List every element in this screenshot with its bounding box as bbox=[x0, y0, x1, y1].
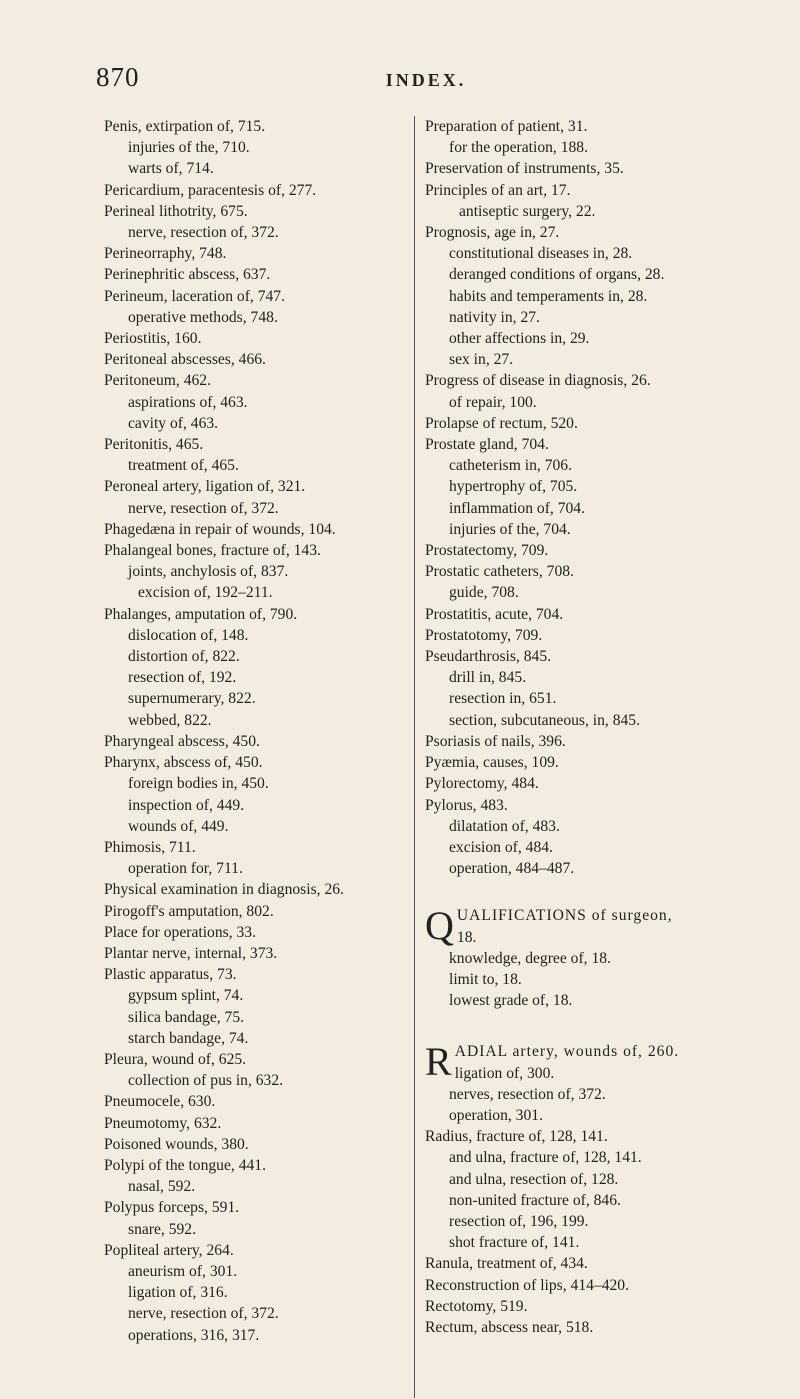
index-entry: Preparation of patient, 31. bbox=[425, 118, 588, 135]
index-subentry: hypertrophy of, 705. bbox=[449, 478, 578, 496]
index-entry: Pseudarthrosis, 845. bbox=[425, 648, 552, 666]
index-entry: Popliteal artery, 264. bbox=[104, 1241, 234, 1259]
index-entry: Plastic apparatus, 73. bbox=[104, 966, 237, 984]
index-entry: Prostatic catheters, 708. bbox=[425, 563, 574, 581]
index-subentry: operation, 301. bbox=[449, 1106, 543, 1124]
index-subentry: sex in, 27. bbox=[449, 351, 514, 369]
index-subentry: excision of, 484. bbox=[449, 838, 553, 856]
index-subentry: gypsum splint, 74. bbox=[128, 987, 244, 1005]
index-entry: Pylorectomy, 484. bbox=[425, 775, 539, 793]
index-subentry: lowest grade of, 18. bbox=[449, 992, 573, 1010]
index-entry: Perinephritic abscess, 637. bbox=[104, 266, 271, 284]
index-subentry: operations, 316, 317. bbox=[128, 1326, 260, 1344]
index-subentry: constitutional diseases in, 28. bbox=[449, 245, 633, 263]
index-entry: Peritoneal abscesses, 466. bbox=[104, 351, 266, 369]
index-subentry: dislocation of, 148. bbox=[128, 626, 249, 644]
index-subentry: antiseptic surgery, 22. bbox=[459, 202, 596, 220]
index-entry: Phalanges, amputation of, 790. bbox=[104, 605, 298, 623]
index-entry: Pleura, wound of, 625. bbox=[104, 1050, 247, 1068]
index-subentry: aspirations of, 463. bbox=[128, 393, 248, 411]
index-entry: Principles of an art, 17. bbox=[425, 181, 571, 199]
index-subentry: injuries of the, 710. bbox=[128, 139, 250, 157]
index-subentry: cavity of, 463. bbox=[128, 414, 219, 432]
index-entry: Preservation of instruments, 35. bbox=[425, 160, 624, 178]
index-subentry: joints, anchylosis of, 837. bbox=[128, 563, 289, 581]
page-number: 870 bbox=[96, 62, 140, 92]
index-subentry: nerve, resection of, 372. bbox=[128, 499, 279, 517]
index-entry: Pirogoff's amputation, 802. bbox=[104, 902, 274, 920]
index-subentry: and ulna, resection of, 128. bbox=[449, 1170, 619, 1188]
index-subentry: nerve, resection of, 372. bbox=[128, 1305, 279, 1323]
index-subentry: drill in, 845. bbox=[449, 669, 527, 687]
index-entry: Perineum, laceration of, 747. bbox=[104, 287, 286, 305]
index-entry: Phalangeal bones, fracture of, 143. bbox=[104, 542, 321, 560]
index-subentry: distortion of, 822. bbox=[128, 648, 240, 666]
index-entry: Peritoneum, 462. bbox=[104, 372, 211, 390]
index-subentry: wounds of, 449. bbox=[128, 817, 229, 835]
index-entry: Periostitis, 160. bbox=[104, 330, 202, 348]
index-entry: Prostatectomy, 709. bbox=[425, 542, 549, 560]
index-column-right bbox=[414, 116, 755, 1398]
index-subentry: foreign bodies in, 450. bbox=[128, 775, 269, 793]
index-entry: Reconstruction of lips, 414–420. bbox=[425, 1276, 629, 1294]
index-entry: Pericardium, paracentesis of, 277. bbox=[104, 181, 317, 199]
index-subentry: section, subcutaneous, in, 845. bbox=[449, 711, 640, 729]
index-subentry: silica bandage, 75. bbox=[128, 1008, 245, 1026]
index-subentry: operation, 484–487. bbox=[449, 860, 575, 878]
index-entry: Rectotomy, 519. bbox=[425, 1297, 528, 1315]
q-first-line: UALIFICATIONS of surgeon, bbox=[456, 907, 673, 925]
index-entry: Prolapse of rectum, 520. bbox=[425, 414, 578, 432]
index-subentry: warts of, 714. bbox=[128, 160, 214, 178]
index-subentry: nasal, 592. bbox=[128, 1178, 196, 1196]
index-subentry: collection of pus in, 632. bbox=[128, 1072, 284, 1090]
index-entry: Psoriasis of nails, 396. bbox=[425, 732, 566, 750]
index-subentry: for the operation, 188. bbox=[449, 139, 589, 157]
index-entry: Pharyngeal abscess, 450. bbox=[104, 732, 260, 750]
index-subentry: excision of, 192–211. bbox=[138, 584, 273, 602]
r-first-line: ADIAL artery, wounds of, 260. bbox=[454, 1043, 680, 1061]
index-subentry: operation for, 711. bbox=[128, 860, 243, 878]
index-subentry: resection in, 651. bbox=[449, 690, 557, 708]
index-entry: Prostatitis, acute, 704. bbox=[425, 605, 564, 623]
index-subentry: non-united fracture of, 846. bbox=[449, 1191, 621, 1209]
dropcap-r: R bbox=[425, 1039, 452, 1085]
r-section bbox=[425, 1041, 755, 1338]
index-subentry: resection of, 196, 199. bbox=[449, 1212, 589, 1230]
index-subentry: supernumerary, 822. bbox=[128, 690, 256, 708]
index-subentry: aneurism of, 301. bbox=[128, 1262, 238, 1280]
index-subentry: operative methods, 748. bbox=[128, 308, 278, 326]
index-entry: Ranula, treatment of, 434. bbox=[425, 1255, 588, 1273]
dropcap-q: Q bbox=[425, 903, 454, 949]
index-entry: Peritonitis, 465. bbox=[104, 436, 204, 454]
index-entry: Pneumocele, 630. bbox=[104, 1093, 216, 1111]
index-subentry: nerve, resection of, 372. bbox=[128, 224, 279, 242]
index-entry: Prostatotomy, 709. bbox=[425, 626, 543, 644]
index-entry: Progress of disease in diagnosis, 26. bbox=[425, 372, 651, 390]
index-entry: Polypus forceps, 591. bbox=[104, 1199, 240, 1217]
index-entry: Perineorraphy, 748. bbox=[104, 245, 227, 263]
index-entry: Perineal lithotrity, 675. bbox=[104, 202, 248, 220]
index-subentry: starch bandage, 74. bbox=[128, 1029, 249, 1047]
index-subentry: nerves, resection of, 372. bbox=[449, 1085, 606, 1103]
index-subentry: injuries of the, 704. bbox=[449, 520, 571, 538]
index-subentry: nativity in, 27. bbox=[449, 308, 540, 326]
index-entry: Prostate gland, 704. bbox=[425, 436, 549, 454]
index-subentry: snare, 592. bbox=[128, 1220, 196, 1238]
index-subentry: treatment of, 465. bbox=[128, 457, 239, 475]
index-entry: Peroneal artery, ligation of, 321. bbox=[104, 478, 306, 496]
index-entry: Rectum, abscess near, 518. bbox=[425, 1318, 594, 1336]
page-header bbox=[96, 62, 736, 102]
index-subentry: inspection of, 449. bbox=[128, 796, 245, 814]
index-subentry: 18. bbox=[456, 928, 477, 946]
index-entry: Physical examination in diagnosis, 26. bbox=[104, 881, 344, 899]
index-subentry: dilatation of, 483. bbox=[449, 817, 560, 835]
index-entry: Poisoned wounds, 380. bbox=[104, 1135, 249, 1153]
index-entry: Penis, extirpation of, 715. bbox=[104, 118, 266, 135]
p-entries bbox=[425, 116, 755, 879]
index-entry: Polypi of the tongue, 441. bbox=[104, 1156, 266, 1174]
index-entry: Place for operations, 33. bbox=[104, 923, 256, 941]
index-entry: Pyæmia, causes, 109. bbox=[425, 754, 559, 772]
index-entry: Pylorus, 483. bbox=[425, 796, 508, 814]
index-entry: Pneumotomy, 632. bbox=[104, 1114, 222, 1132]
index-column-left bbox=[104, 116, 404, 1346]
index-entry: Phagedæna in repair of wounds, 104. bbox=[104, 520, 336, 538]
index-subentry: webbed, 822. bbox=[128, 711, 212, 729]
index-subentry: deranged conditions of organs, 28. bbox=[449, 266, 665, 284]
index-subentry: limit to, 18. bbox=[449, 970, 522, 988]
q-section bbox=[425, 905, 755, 1011]
index-entry: Prognosis, age in, 27. bbox=[425, 224, 560, 242]
index-entry: Pharynx, abscess of, 450. bbox=[104, 754, 263, 772]
index-subentry: habits and temperaments in, 28. bbox=[449, 287, 648, 305]
index-entry: Radius, fracture of, 128, 141. bbox=[425, 1128, 608, 1146]
index-subentry: inflammation of, 704. bbox=[449, 499, 585, 517]
index-subentry: shot fracture of, 141. bbox=[449, 1234, 580, 1252]
index-subentry: ligation of, 300. bbox=[454, 1064, 555, 1082]
index-subentry: catheterism in, 706. bbox=[449, 457, 572, 475]
index-subentry: ligation of, 316. bbox=[128, 1284, 228, 1302]
page-title: INDEX. bbox=[385, 70, 467, 90]
index-subentry: guide, 708. bbox=[449, 584, 519, 602]
index-subentry: knowledge, degree of, 18. bbox=[449, 949, 611, 967]
index-entry: Phimosis, 711. bbox=[104, 838, 196, 856]
index-subentry: of repair, 100. bbox=[449, 393, 537, 411]
index-subentry: and ulna, fracture of, 128, 141. bbox=[449, 1149, 642, 1167]
index-subentry: resection of, 192. bbox=[128, 669, 237, 687]
index-subentry: other affections in, 29. bbox=[449, 330, 590, 348]
index-entry: Plantar nerve, internal, 373. bbox=[104, 944, 278, 962]
